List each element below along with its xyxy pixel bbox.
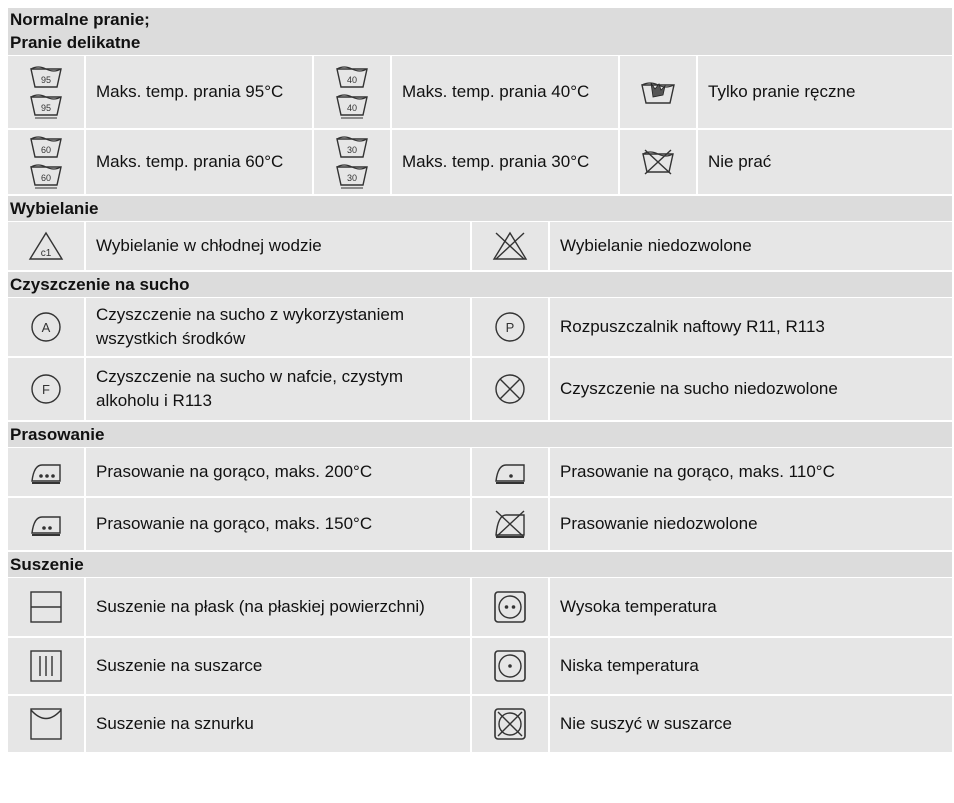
drip-dry-icon bbox=[8, 638, 86, 694]
wash-40-label: Maks. temp. prania 40°C bbox=[392, 56, 620, 128]
tumble-dry-high-label: Wysoka temperatura bbox=[560, 597, 717, 616]
wash-60-icon bbox=[8, 130, 86, 194]
do-not-tumble-dry-label: Nie suszyć w suszarce bbox=[560, 714, 732, 733]
dry-clean-any-solvent-icon bbox=[8, 298, 86, 356]
dry-cleaning-row bbox=[8, 298, 952, 358]
line-dry-icon bbox=[8, 696, 86, 752]
cold-bleach-icon bbox=[8, 222, 86, 270]
iron-medium-label: Prasowanie na gorąco, maks. 150°C bbox=[86, 498, 472, 550]
svg-text:30: 30 bbox=[346, 173, 358, 183]
dry-clean-any-solvent-label: Czyszczenie na sucho z wykorzystaniem wszystkich środków bbox=[86, 298, 472, 356]
iron-high-label: Prasowanie na gorąco, maks. 200°C bbox=[86, 448, 472, 496]
drying-row bbox=[8, 638, 952, 696]
care-symbols-table bbox=[8, 8, 952, 752]
svg-text:40: 40 bbox=[346, 103, 358, 113]
svg-text:A: A bbox=[41, 320, 51, 335]
section-header-dry-cleaning: Czyszczenie na sucho bbox=[8, 272, 952, 298]
washing-title-line1: Normalne pranie; bbox=[10, 10, 150, 29]
drying-row bbox=[8, 578, 952, 638]
wash-30-icon bbox=[314, 130, 392, 194]
bleaching-row bbox=[8, 222, 952, 272]
line-dry-label: Suszenie na sznurku bbox=[86, 696, 472, 752]
section-header-washing bbox=[8, 8, 952, 56]
svg-text:F: F bbox=[42, 382, 50, 397]
wash-60-label: Maks. temp. prania 60°C bbox=[86, 130, 314, 194]
wash-30-label: Maks. temp. prania 30°C bbox=[392, 130, 620, 194]
svg-text:c1: c1 bbox=[40, 248, 52, 259]
iron-high-icon bbox=[8, 448, 86, 496]
no-bleach-label: Wybielanie niedozwolone bbox=[560, 236, 752, 255]
ironing-row bbox=[8, 498, 952, 552]
no-iron-icon bbox=[472, 498, 550, 550]
tumble-dry-low-icon bbox=[472, 638, 550, 694]
svg-text:95: 95 bbox=[40, 103, 52, 113]
tumble-dry-low-label: Niska temperatura bbox=[560, 656, 699, 675]
svg-text:40: 40 bbox=[346, 75, 358, 85]
tumble-dry-high-icon bbox=[472, 578, 550, 636]
section-header-drying: Suszenie bbox=[8, 552, 952, 578]
no-bleach-icon bbox=[472, 222, 550, 270]
svg-text:30: 30 bbox=[346, 145, 358, 155]
svg-text:95: 95 bbox=[40, 75, 52, 85]
cold-bleach-label: Wybielanie w chłodnej wodzie bbox=[86, 222, 472, 270]
section-header-bleaching: Wybielanie bbox=[8, 196, 952, 222]
do-not-tumble-dry-icon bbox=[472, 696, 550, 752]
hand-wash-label: Tylko pranie ręczne bbox=[708, 82, 856, 101]
svg-text:P: P bbox=[505, 320, 515, 335]
hand-wash-icon bbox=[620, 56, 698, 128]
dry-cleaning-row bbox=[8, 358, 952, 422]
iron-medium-icon bbox=[8, 498, 86, 550]
svg-text:60: 60 bbox=[40, 173, 52, 183]
wash-95-label: Maks. temp. prania 95°C bbox=[86, 56, 314, 128]
washing-row bbox=[8, 56, 952, 130]
wash-40-icon bbox=[314, 56, 392, 128]
drip-dry-label: Suszenie na suszarce bbox=[86, 638, 472, 694]
do-not-wash-label: Nie prać bbox=[708, 152, 772, 171]
iron-low-label: Prasowanie na gorąco, maks. 110°C bbox=[560, 462, 835, 481]
dry-clean-petroleum-icon bbox=[472, 298, 550, 356]
section-header-ironing: Prasowanie bbox=[8, 422, 952, 448]
dry-flat-label: Suszenie na płask (na płaskiej powierzchni) bbox=[86, 578, 472, 636]
dry-flat-icon bbox=[8, 578, 86, 636]
dry-clean-petroleum-label: Rozpuszczalnik naftowy R11, R113 bbox=[560, 317, 825, 336]
wash-95-icon bbox=[8, 56, 86, 128]
no-iron-label: Prasowanie niedozwolone bbox=[560, 514, 758, 533]
washing-row bbox=[8, 130, 952, 196]
ironing-row bbox=[8, 448, 952, 498]
drying-row bbox=[8, 696, 952, 752]
svg-text:60: 60 bbox=[40, 145, 52, 155]
do-not-wash-icon bbox=[620, 130, 698, 194]
dry-clean-kerosene-label: Czyszczenie na sucho w nafcie, czystym alkoholu i R113 bbox=[86, 358, 472, 420]
dry-clean-kerosene-icon bbox=[8, 358, 86, 420]
no-dry-clean-icon bbox=[472, 358, 550, 420]
iron-low-icon bbox=[472, 448, 550, 496]
washing-title-line2: Pranie delikatne bbox=[10, 33, 141, 52]
no-dry-clean-label: Czyszczenie na sucho niedozwolone bbox=[560, 379, 838, 398]
